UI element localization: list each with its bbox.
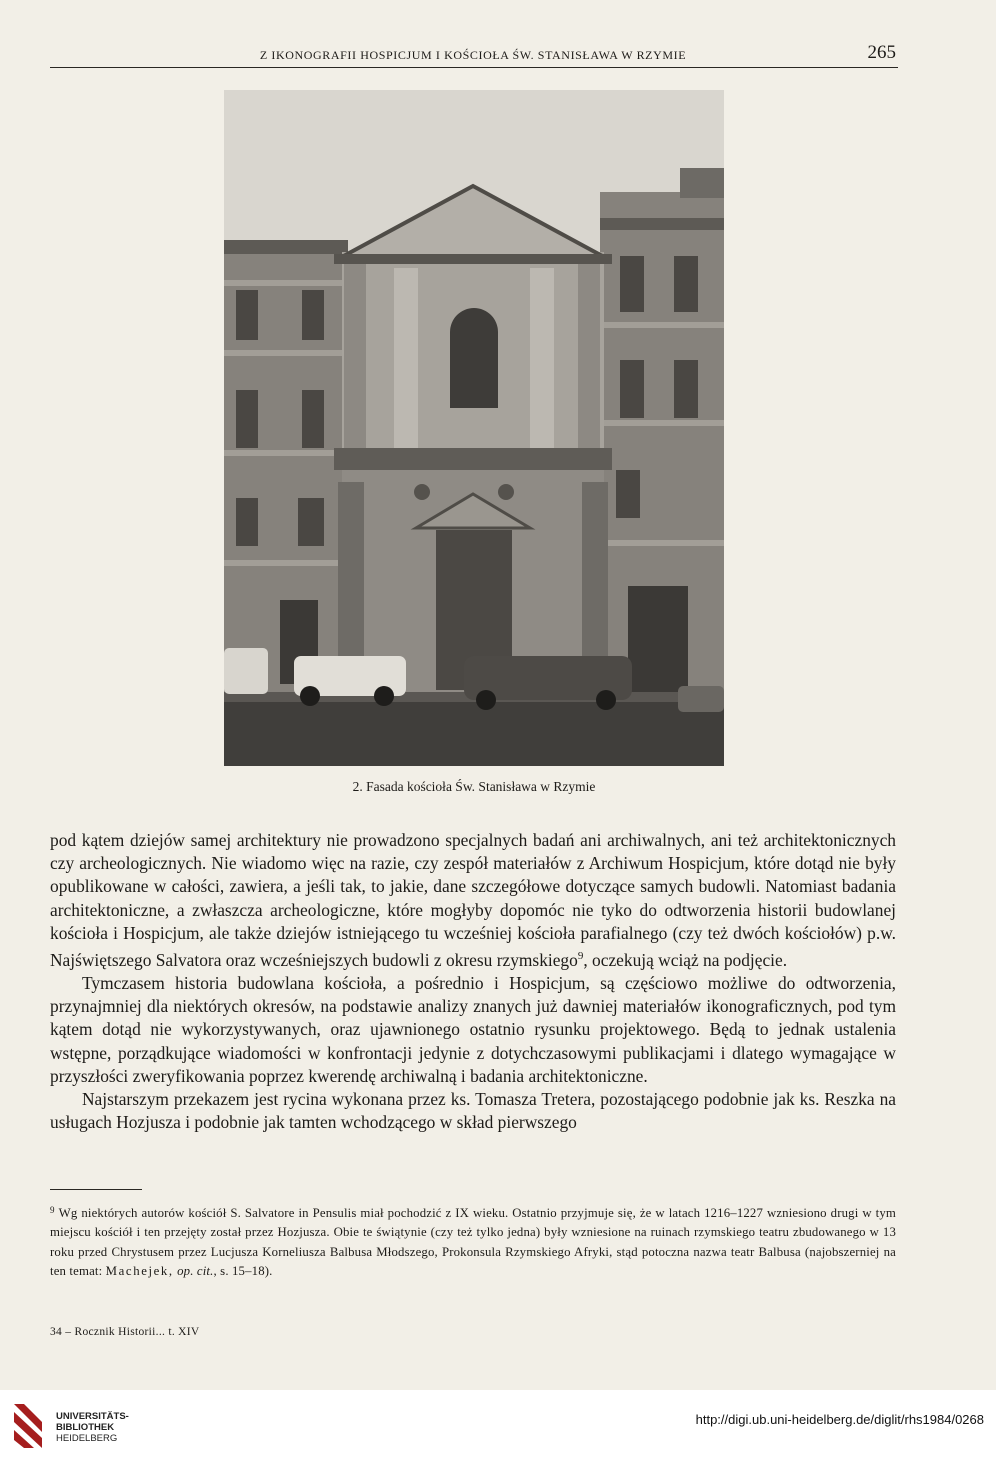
paragraph-3: Najstarszym przekazem jest rycina wykonana przez ks. Tomasza Tretera, pozostającego podobnie jak ks. Reszka na usługach Hozjusza i podobnie jak tamten wchodzącego w skład pierwszego xyxy=(50,1089,896,1133)
footnote-author: Machejek, xyxy=(105,1264,174,1279)
footnote xyxy=(50,1201,896,1282)
footnote-tail: , s. 15–18). xyxy=(213,1264,273,1279)
library-footer-bar xyxy=(0,1390,996,1463)
running-header xyxy=(50,44,896,68)
footnote-rule xyxy=(50,1189,142,1190)
permalink[interactable]: http://digi.ub.uni-heidelberg.de/diglit/rhs1984/0268 xyxy=(695,1412,984,1427)
library-name-line-2: BIBLIOTHEK xyxy=(56,1422,115,1433)
figure-caption: 2. Fasada kościoła Św. Stanisława w Rzymie xyxy=(352,779,596,794)
church-facade-photo xyxy=(224,90,724,766)
signature-line: 34 – Rocznik Historii... t. XIV xyxy=(50,1326,200,1338)
library-logo-icon xyxy=(10,1402,46,1450)
paragraph-1 xyxy=(50,829,896,972)
running-title: Z IKONOGRAFII HOSPICJUM I KOŚCIOŁA ŚW. STANISŁAWA W RZYMIE xyxy=(259,48,687,62)
library-name-line-1: UNIVERSITÄTS- xyxy=(56,1411,129,1422)
paragraph-1-end: , oczekują wciąż na podjęcie. xyxy=(583,949,788,970)
library-name xyxy=(56,1411,129,1444)
library-name-line-3: HEIDELBERG xyxy=(56,1433,118,1444)
footnote-marker: 9 xyxy=(50,1205,55,1215)
footnote-reference: 9 xyxy=(577,950,584,963)
paragraph-1-text: pod kątem dziejów samej architektury nie prowadzono specjalnych badań ani archiwalnych, ani też architektonicznych czy archeologicznych. Nie wiadomo więc na razie, czy zespół materiałów z Archiwum Hospicjum, które dotąd nie były opublikowane w całości, zawiera, a jeśli tak, to jakie, dane szczegółowe dotyczące samych budowli. Natomiast badania architektoniczne, a zwłaszcza archeologiczne, które mogłyby dopomóc nie tyko do odtworzenia historii budowlanej kościoła i Hospicjum, ale także dziejów istniejącego tu wcześniej kościoła parafialnego (czy też dwóch kościołów) p.w. Najświętszego Salvatora oraz wcześniejszych budowli z okresu rzymskiego xyxy=(50,830,896,970)
header-rule xyxy=(50,67,898,68)
body-text xyxy=(50,829,896,1134)
footnote-text: Wg niektórych autorów kościół S. Salvatore in Pensulis miał pochodzić z IX wieku. Ostatnio przyjmuje się, że w latach 1216–1227 wzniesiono drugi w tym miejscu kościół i ten przejęty został przez Hozjusza. Obie te świątynie (czy też tylko jedna) były wzniesione na ruinach rzymskiego teatru zbudowanego w 13 roku przed Chrystusem przez Lucjusza Korneliusza Balbusa Młodszego, Prokonsula Rzymskiego Afryki, stąd potoczna nazwa teatr Balbusa (najobszerniej na ten temat: xyxy=(50,1206,896,1279)
page-number: 265 xyxy=(867,42,896,63)
paragraph-2: Tymczasem historia budowlana kościoła, a pośrednio i Hospicjum, są częściowo możliwe do odtworzenia, przynajmniej dla niektórych okresów, na podstawie analizy znanych już dawniej materiałów ikonograficznych, pod tym kątem dotąd nie wykorzystywanych, oraz ujawnionego ostatnio rysunku projektowego. Będą to jednak ustalenia wstępne, porządkujące wiadomości w konfrontacji jedynie z dotychczasowymi publikacjami i dlatego wymagające w przyszłości zweryfikowania poprzez kwerendę archiwalną i badania architektoniczne. xyxy=(50,973,896,1086)
footnote-citation: op. cit. xyxy=(177,1264,214,1279)
